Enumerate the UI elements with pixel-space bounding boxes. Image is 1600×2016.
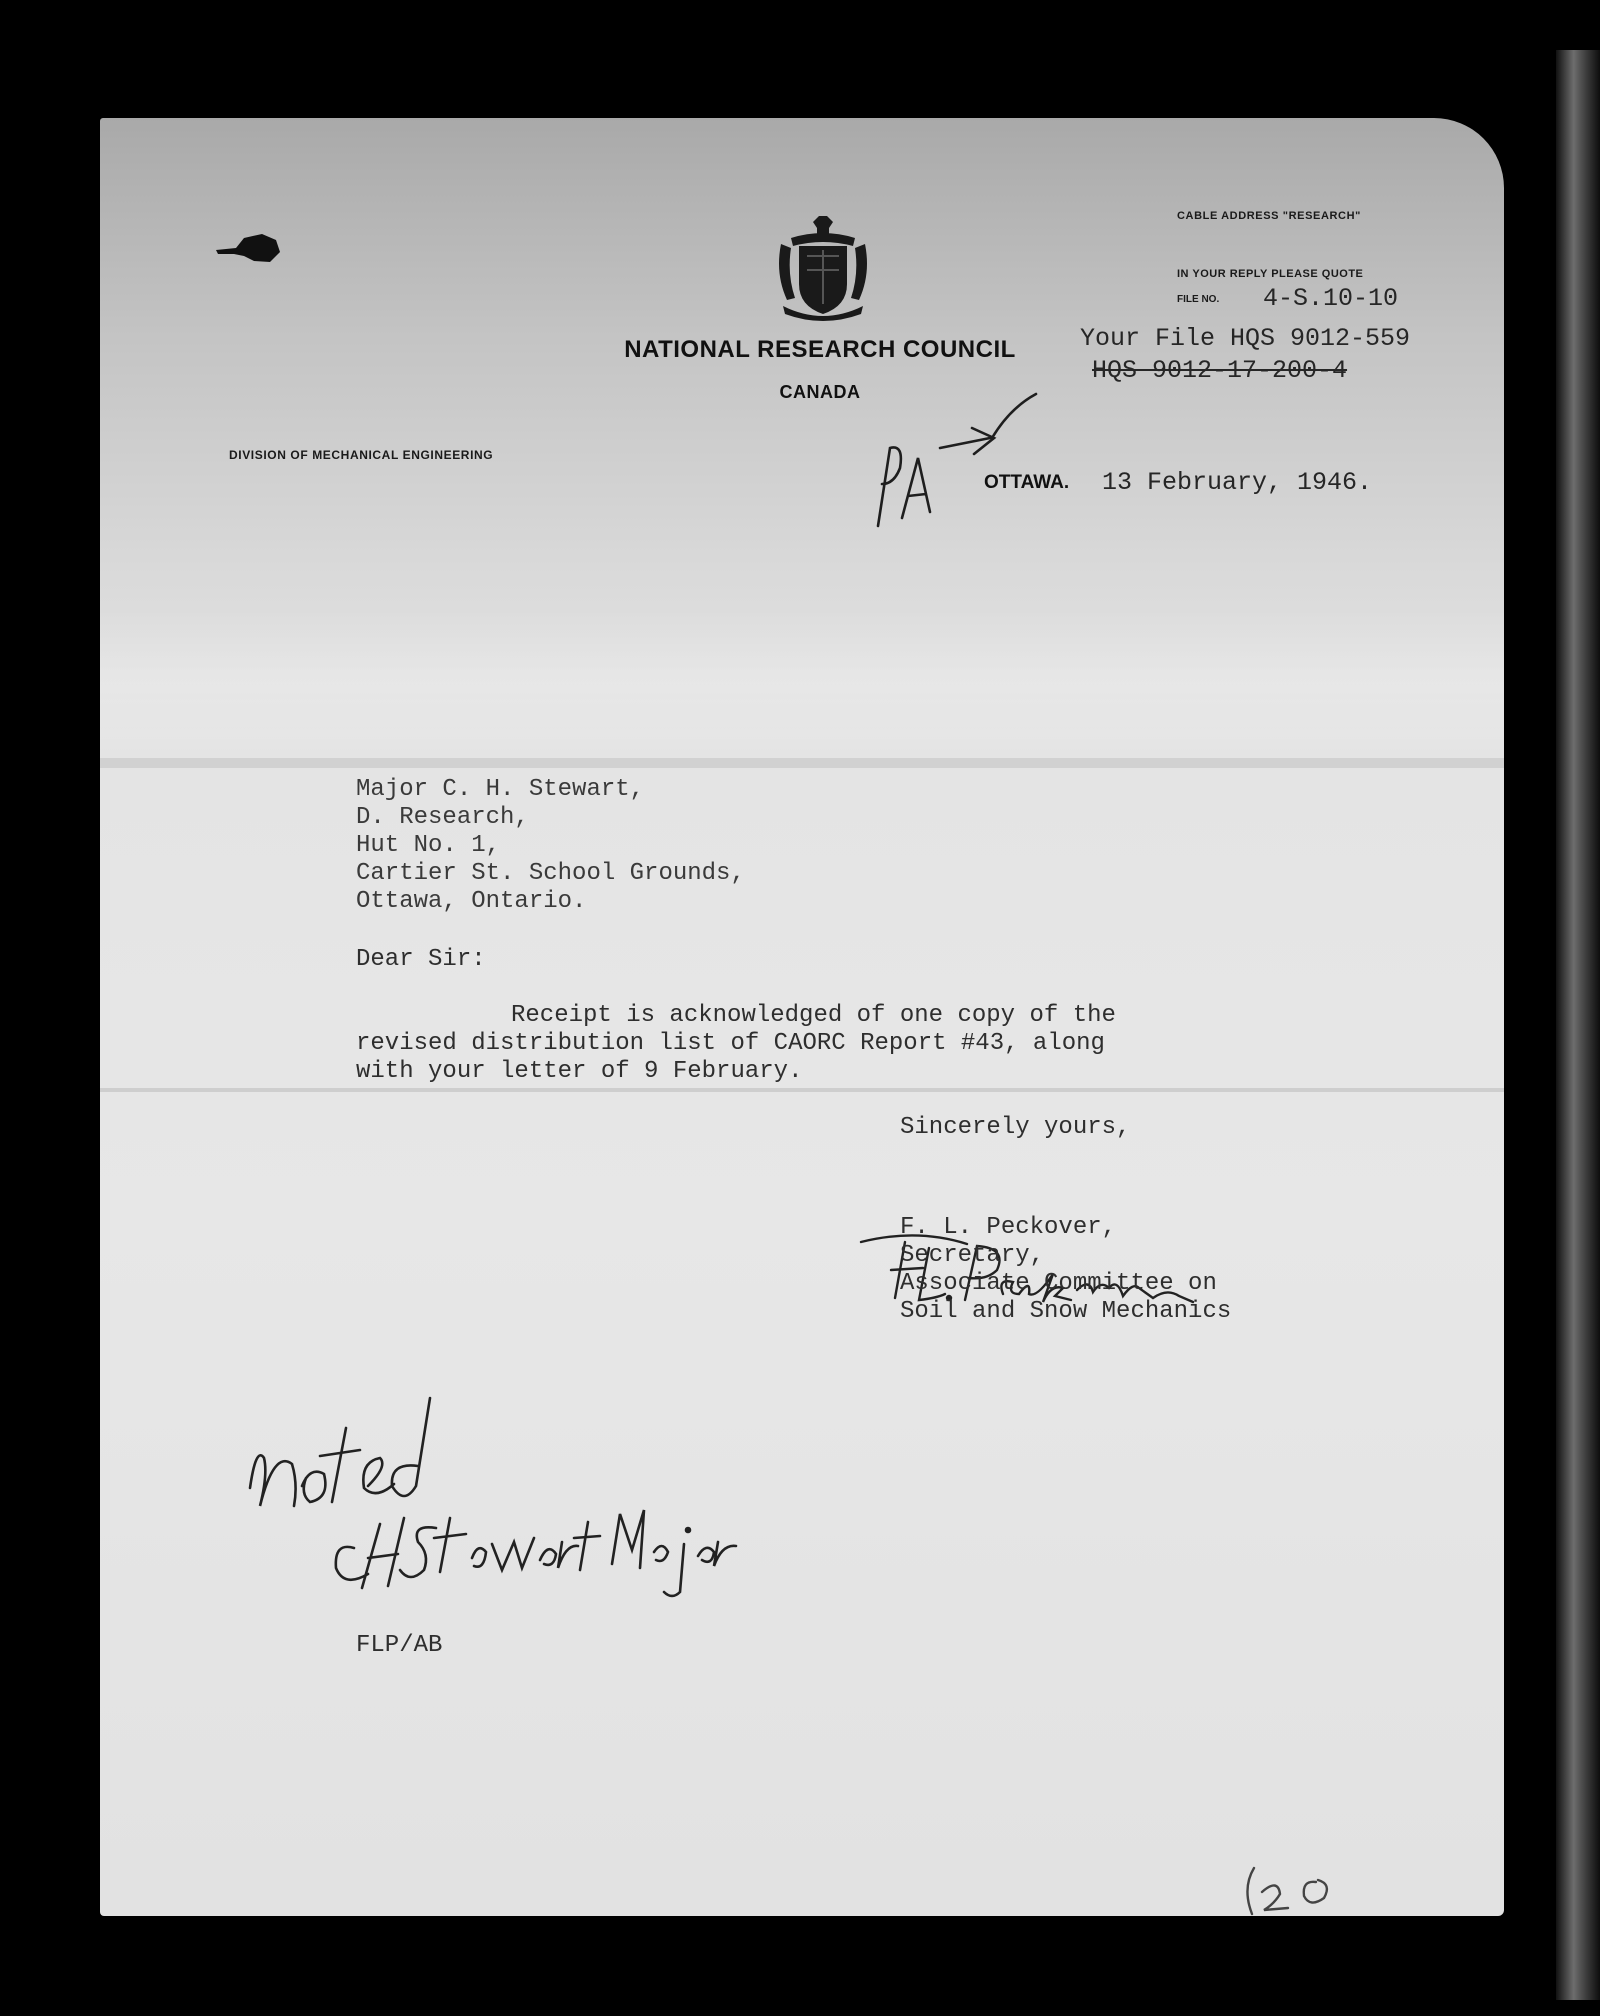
address-line: D. Research, xyxy=(356,804,529,831)
typist-initials: FLP/AB xyxy=(356,1632,443,1659)
handwritten-noted-annotation xyxy=(240,1338,760,1598)
body-line: revised distribution list of CAORC Report #43, along xyxy=(356,1030,1105,1057)
signature-committee: Associate Committee on xyxy=(900,1270,1217,1297)
body-line: Receipt is acknowledged of one copy of the xyxy=(511,1002,1116,1029)
scan-band xyxy=(100,758,1504,768)
signature-title: Secretary, xyxy=(900,1242,1045,1269)
address-line: Ottawa, Ontario. xyxy=(356,888,587,915)
letter-page xyxy=(100,118,1504,1916)
reply-instruction: IN YOUR REPLY PLEASE QUOTE xyxy=(1177,268,1364,280)
letter-date: 13 February, 1946. xyxy=(1102,468,1373,497)
file-number: 4-S.10-10 xyxy=(1263,284,1399,313)
address-line: Hut No. 1, xyxy=(356,832,501,859)
handwritten-page-number xyxy=(1240,1858,1380,1916)
address-line: Major C. H. Stewart, xyxy=(356,776,645,803)
handwritten-pa-annotation xyxy=(860,388,1040,548)
organization-name: NATIONAL RESEARCH COUNCIL xyxy=(624,336,1016,363)
ink-blot-mark xyxy=(214,228,284,268)
closing: Sincerely yours, xyxy=(900,1114,1131,1141)
scan-band xyxy=(100,1088,1504,1092)
coat-of-arms-icon xyxy=(773,214,873,324)
signature-committee: Soil and Snow Mechanics xyxy=(900,1298,1232,1325)
your-file-reference: Your File HQS 9012-559 xyxy=(1080,324,1411,353)
body-line: with your letter of 9 February. xyxy=(356,1058,803,1085)
cable-address: CABLE ADDRESS "RESEARCH" xyxy=(1177,210,1361,222)
scan-band xyxy=(100,608,1504,758)
address-line: Cartier St. School Grounds, xyxy=(356,860,745,887)
film-edge xyxy=(1556,50,1600,2000)
place-label: OTTAWA. xyxy=(984,472,1070,493)
file-number-label: FILE NO. xyxy=(1177,294,1220,305)
struck-file-reference: HQS 9012-17-200-4 xyxy=(1092,356,1348,385)
organization-country: CANADA xyxy=(779,382,861,402)
division-name: DIVISION OF MECHANICAL ENGINEERING xyxy=(229,448,494,462)
salutation: Dear Sir: xyxy=(356,946,486,973)
signature-name: F. L. Peckover, xyxy=(900,1214,1117,1241)
